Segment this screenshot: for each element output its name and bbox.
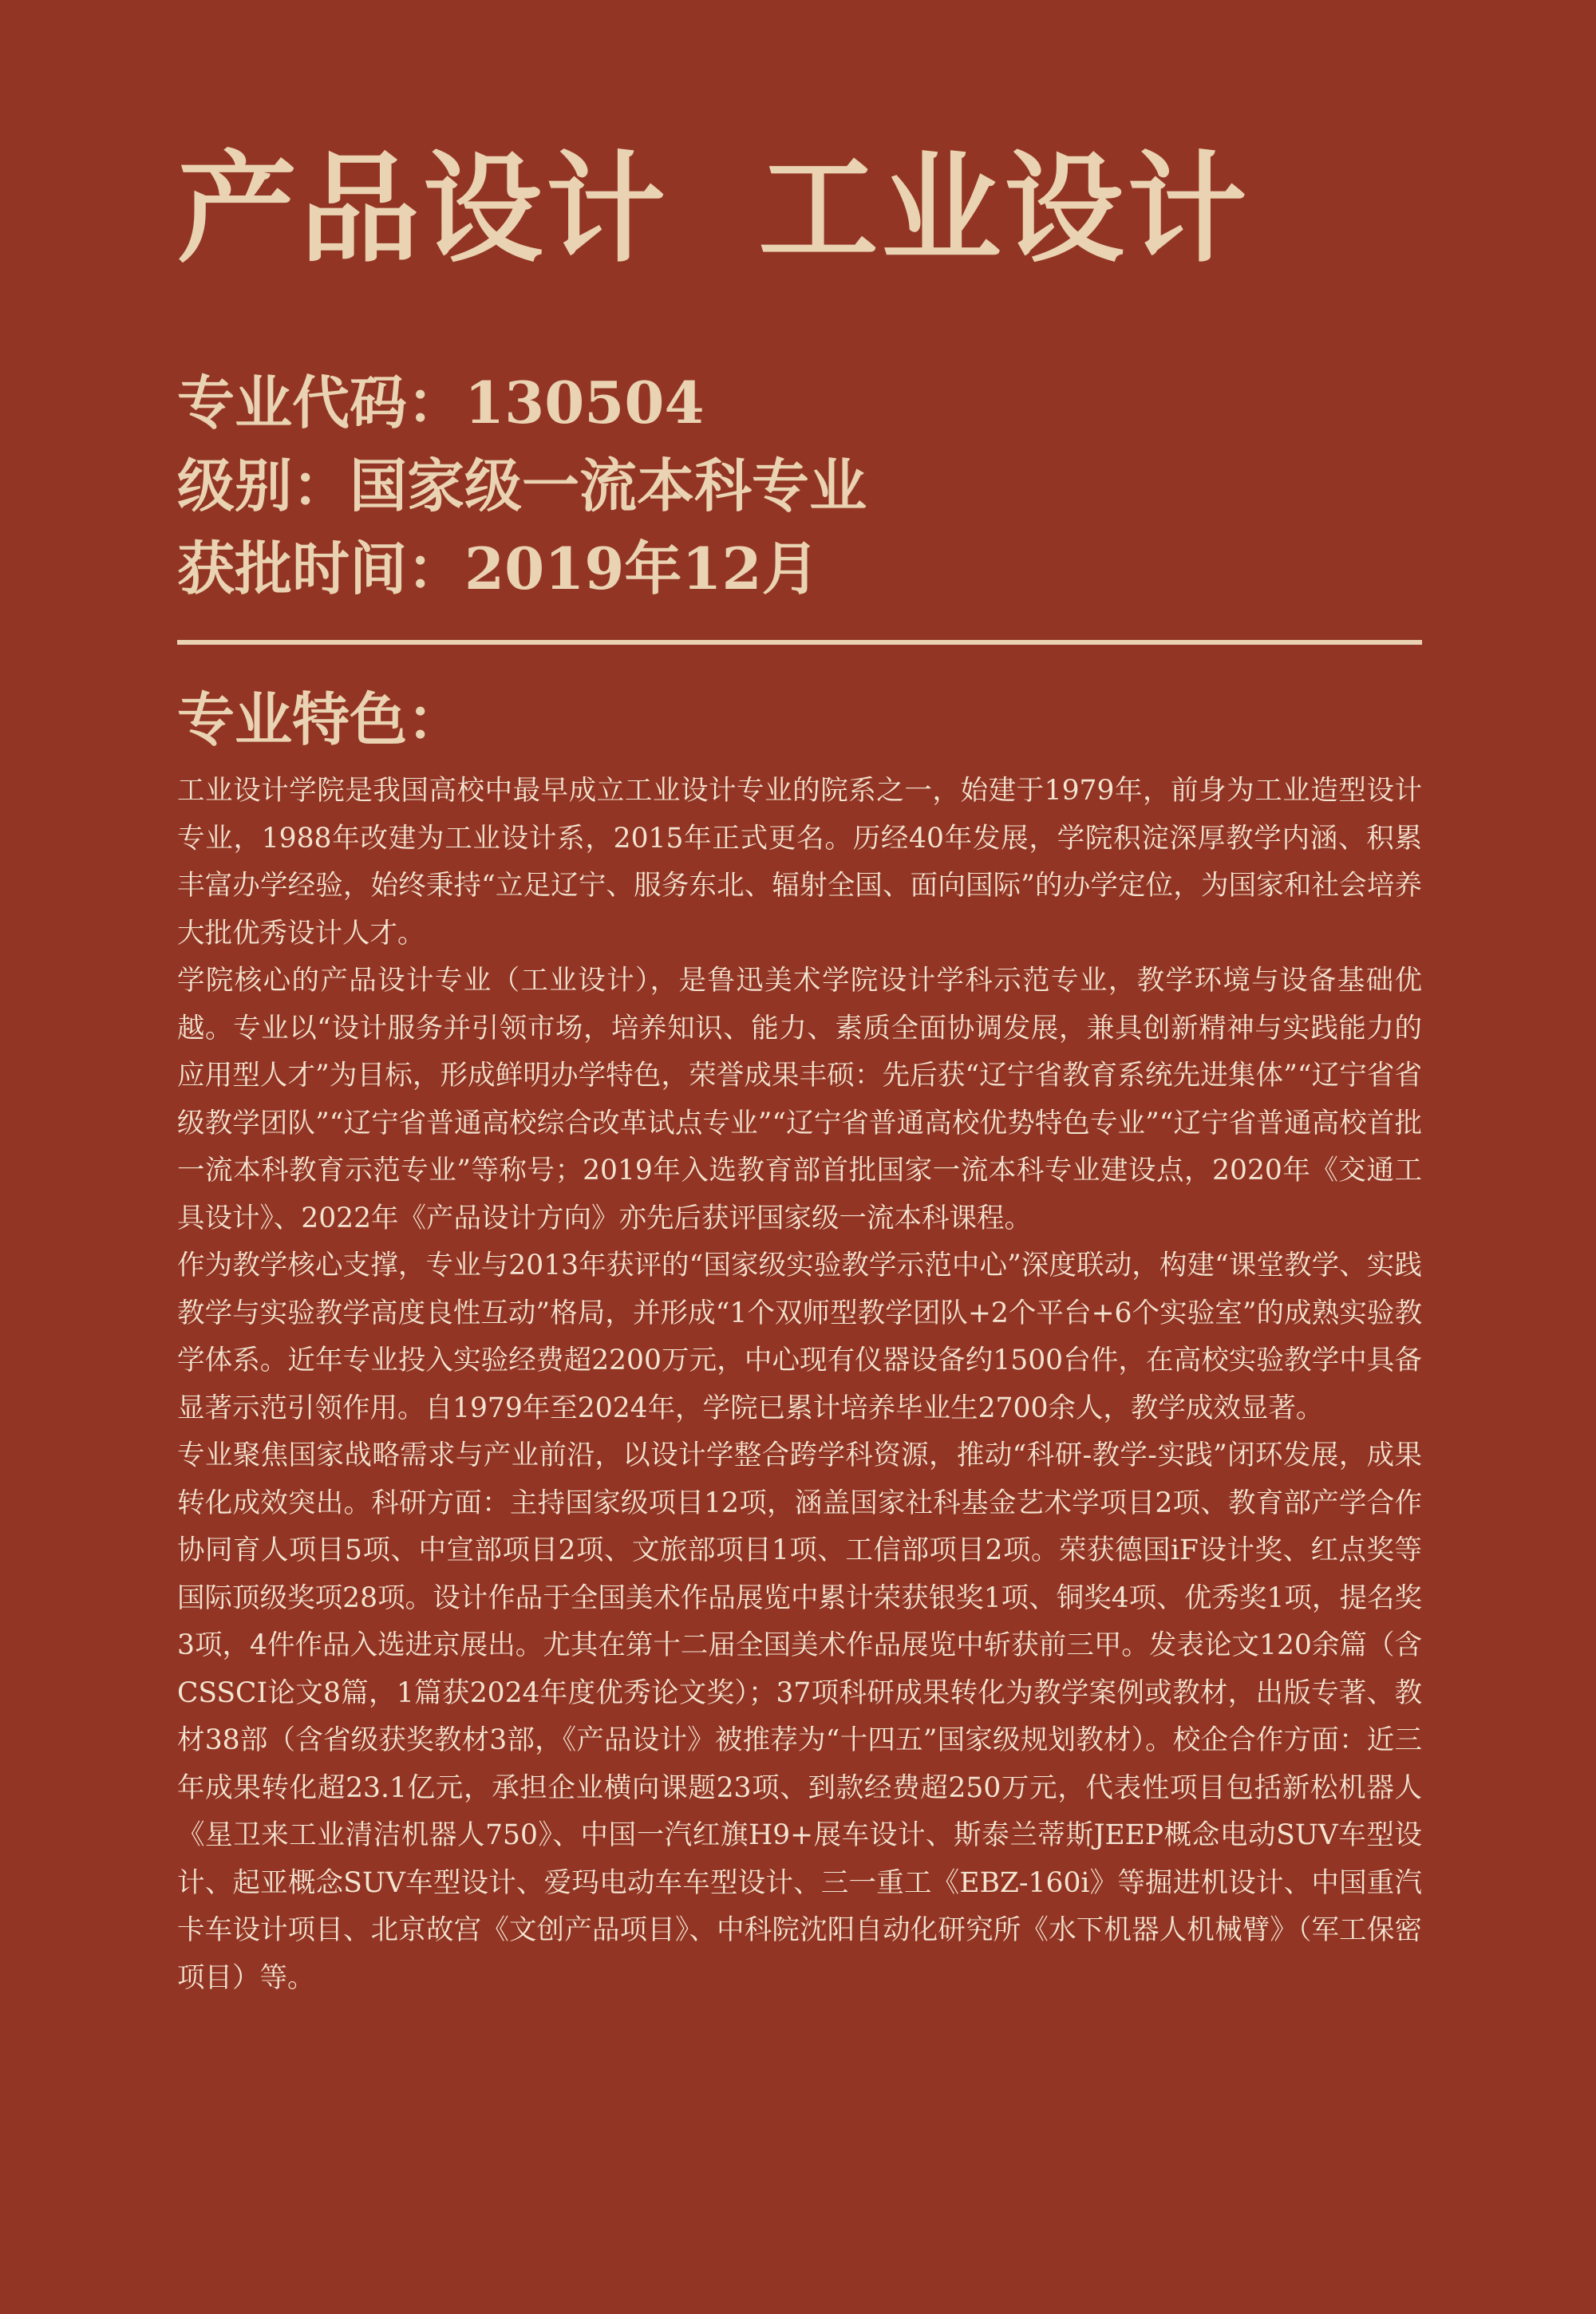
paragraph-honors: 学院核心的产品设计专业（工业设计），是鲁迅美术学院设计学科示范专业，教学环境与设备基础优越。专业以“设计服务并引领市场，培养知识、能力、素质全面协调发展，兼具创新精神与实践能力的应用型人才”为目标，形成鲜明办学特色，荣誉成果丰硕：先后获“辽宁省教育系统先进集体”“辽宁省省级教学团队”“辽宁省普通高校综合改革试点专业”“辽宁省普通高校优势特色专业”“辽宁省普通高校首批一流本科教育示范专业”等称号；2019年入选教育部首批国家一流本科专业建设点，2020年《交通工具设计》、2022年《产品设计方向》亦先后获评国家级一流本科课程。: [177, 965, 1422, 1234]
major-code: 专业代码：130504: [177, 369, 705, 436]
paragraph-research-results: 专业聚焦国家战略需求与产业前沿，以设计学整合跨学科资源，推动“科研-教学-实践”闭环发展，成果转化成效突出。科研方面：主持国家级项目12项，涵盖国家社科基金艺术学项目2项、教育部产学合作协同育人项目5项、中宣部项目2项、文旅部项目1项、工信部项目2项。荣获德国iF设计奖、红点奖等国际顶级奖项28项。设计作品于全国美术作品展览中累计荣获银奖1项、铜奖4项、优秀奖1项，提名奖3项，4件作品入选进京展出。尤其在第十二届全国美术作品展览中斩获前三甲。发表论文120余篇（含CSSCI论文8篇，1篇获2024年度优秀论文奖）；37项科研成果转化为教学案例或教材，出版专著、教材38部（含省级获奖教材3部，《产品设计》被推荐为“十四五”国家级规划教材）。校企合作方面：近三年成果转化超23.1亿元，承担企业横向课题23项、到款经费超250万元，代表性项目包括新松机器人《星卫来工业清洁机器人750》、中国一汽红旗H9+展车设计、斯泰兰蒂斯JEEP概念电动SUV车型设计、起亚概念SUV车型设计、爱玛电动车车型设计、三一重工《EBZ-160i》等掘进机设计、中国重汽卡车设计项目、北京故宫《文创产品项目》、中科院沈阳自动化研究所《水下机器人机械臂》（军工保密项目）等。: [177, 1439, 1422, 1994]
major-level: 级别：国家级一流本科专业: [177, 452, 867, 519]
paragraph-history: 工业设计学院是我国高校中最早成立工业设计专业的院系之一，始建于1979年，前身为工业造型设计专业，1988年改建为工业设计系，2015年正式更名。历经40年发展，学院积淀深厚教学内涵、积累丰富办学经验，始终秉持“立足辽宁、服务东北、辐射全国、面向国际”的办学定位，为国家和社会培养大批优秀设计人才。: [177, 775, 1422, 950]
approval-date: 获批时间：2019年12月: [177, 535, 820, 602]
paragraph-lab-center: 作为教学核心支撑，专业与2013年获评的“国家级实验教学示范中心”深度联动，构建“课堂教学、实践教学与实验教学高度良性互动”格局，并形成“1个双师型教学团队+2个平台+6个实验室”的成熟实验教学体系。近年专业投入实验经费超2200万元，中心现有仪器设备约1500台件，在高校实验教学中具备显著示范引领作用。自1979年至2024年，学院已累计培养毕业生2700余人，教学成效显著。: [177, 1250, 1422, 1424]
features-heading: 专业特色：: [177, 685, 465, 753]
features-body: [177, 768, 1422, 2002]
section-divider: [177, 640, 1422, 645]
major-info: [177, 361, 867, 610]
document-page: [177, 0, 1422, 2314]
page-title: 产品设计 工业设计: [177, 139, 1250, 279]
